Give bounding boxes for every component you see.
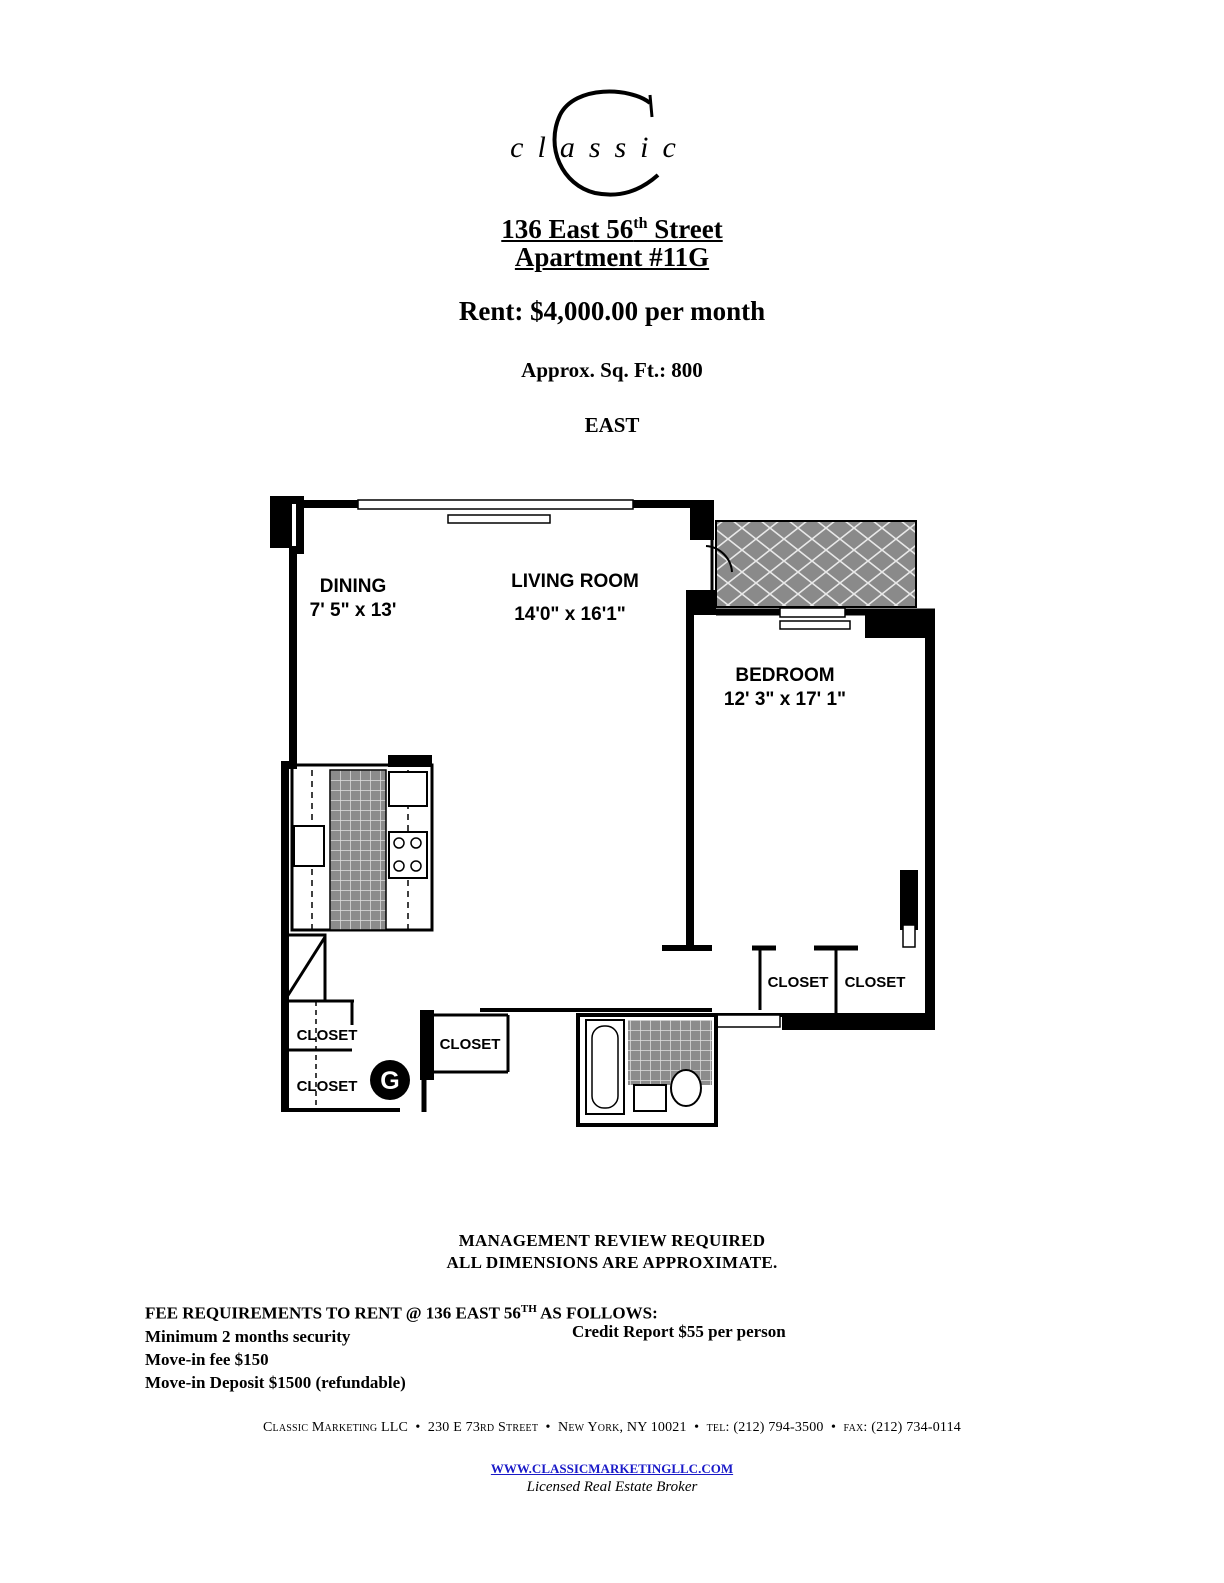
living-room-label: LIVING ROOM (511, 571, 639, 592)
rent-text: Rent: $4,000.00 per month (458, 296, 766, 326)
website-link[interactable]: WWW.CLASSICMARKETINGLLC.COM (490, 1461, 734, 1476)
bedroom-dims: 12' 3" x 17' 1" (723, 689, 847, 710)
footer-address: 230 E 73rd Street (427, 1420, 539, 1435)
footer-tel: (212) 794-3500 (733, 1420, 824, 1435)
closet-label-foyer: CLOSET (439, 1036, 501, 1053)
closet-label-bedroom-2: CLOSET (844, 974, 906, 991)
notice-line-2: ALL DIMENSIONS ARE APPROXIMATE. (446, 1253, 778, 1272)
fee-requirements (145, 1298, 658, 1394)
sqft-text: Approx. Sq. Ft.: 800 (521, 358, 703, 382)
fee-credit-report: Credit Report $55 per person (572, 1322, 786, 1341)
dining-dims: 7' 5" x 13' (309, 600, 397, 621)
closet-label-left-2: CLOSET (296, 1078, 358, 1095)
classic-logo (500, 85, 700, 200)
fee-deposit: Move-in Deposit $1500 (refundable) (145, 1372, 406, 1392)
notice-line-1: MANAGEMENT REVIEW REQUIRED (458, 1231, 766, 1250)
management-notice (0, 1230, 1224, 1274)
closet-label-bedroom-1: CLOSET (767, 974, 829, 991)
broker-text: Licensed Real Estate Broker (526, 1479, 698, 1495)
footer-fax: (212) 734-0114 (871, 1420, 961, 1435)
address-title: 136 East 56th Street (501, 214, 723, 244)
footer-contact: Classic Marketing LLC • 230 E 73rd Street • New York, NY 10021 • tel: (212) 794-3500 • fax: (212) 734-0114 (263, 1420, 961, 1435)
apartment-title: Apartment #11G (514, 242, 710, 272)
footer-city: New York, NY 10021 (558, 1420, 687, 1435)
classic-logo-mark (500, 85, 700, 200)
footer-company: Classic Marketing LLC (263, 1420, 408, 1435)
marker-letter: G (380, 1067, 400, 1095)
dining-label: DINING (319, 576, 387, 597)
footer-tel-label: tel: (706, 1420, 730, 1435)
balcony (716, 521, 916, 607)
fee-heading: FEE REQUIREMENTS TO RENT @ 136 EAST 56TH AS FOLLOWS: (145, 1303, 658, 1323)
orientation-text: EAST (584, 413, 640, 437)
bedroom-label: BEDROOM (735, 665, 835, 686)
living-room-dims: 14'0" x 16'1" (514, 604, 626, 625)
closet-label-left-1: CLOSET (296, 1027, 358, 1044)
fee-security: Minimum 2 months security (145, 1326, 351, 1346)
fee-move-in: Move-in fee $150 (145, 1349, 269, 1369)
footer-fax-label: fax: (843, 1420, 868, 1435)
logo-text: classic (510, 131, 690, 164)
floor-plan (0, 480, 1224, 1140)
